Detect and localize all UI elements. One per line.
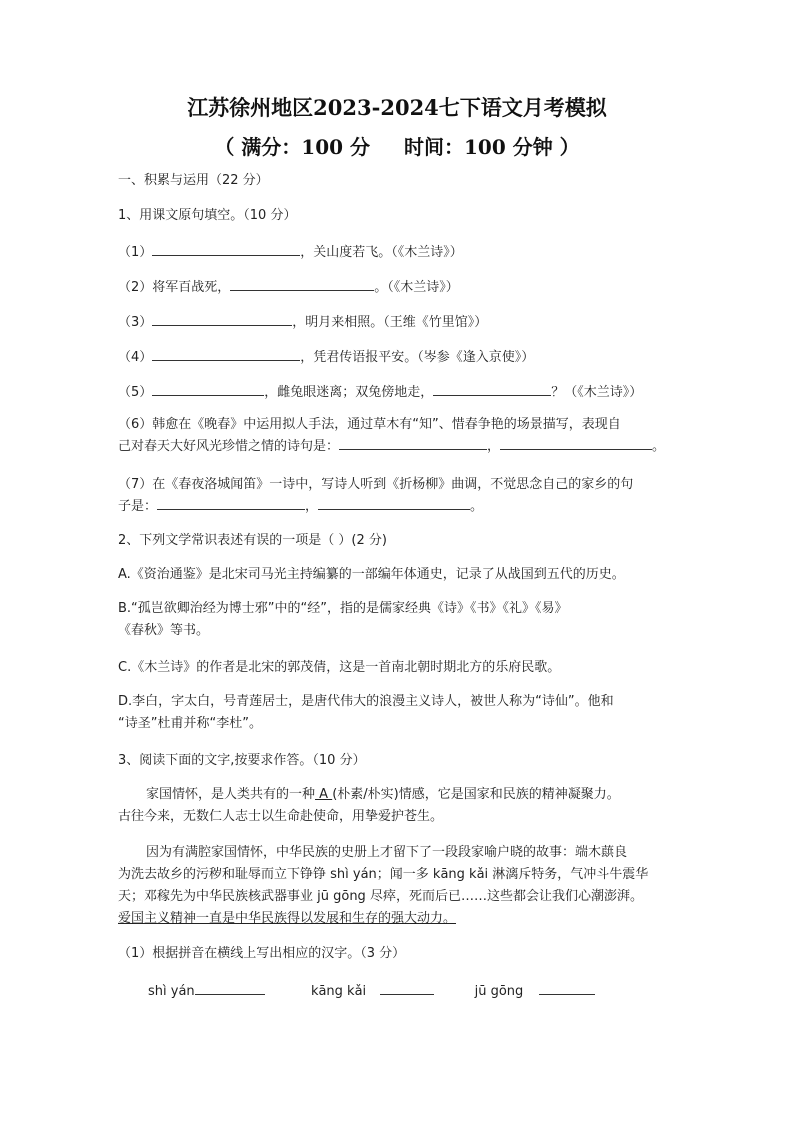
pinyin-1: shì yán: [148, 984, 195, 999]
answer-blank[interactable]: [433, 382, 551, 396]
option-d-line1: D.李白，字太白，号青莲居士，是唐代伟大的浪漫主义诗人，被世人称为“诗仙”。他和: [118, 694, 614, 709]
pinyin-2: kāng kǎi: [310, 984, 367, 999]
fill-item-6-post: 。: [652, 439, 666, 454]
answer-blank[interactable]: [152, 382, 264, 396]
passage-paragraph-2: [118, 842, 688, 930]
answer-blank[interactable]: [152, 347, 300, 361]
fill-item-6-pre: 己对春天大好风光珍惜之情的诗句是：: [118, 439, 340, 454]
exam-subtitle: [0, 131, 794, 160]
fill-item-5: [118, 382, 642, 402]
question-1-stem: 1、用课文原句填空。（10 分）: [118, 208, 297, 223]
fill-item-5-mid: ，雌兔眼迷离；双兔傍地走，: [264, 385, 434, 400]
fill-item-6: [118, 414, 688, 458]
answer-blank[interactable]: [500, 436, 652, 450]
fill-item-7-post: 。: [470, 499, 484, 514]
question-2-stem: 2、下列文学常识表述有误的一项是（ ）(2 分): [118, 533, 387, 548]
fill-item-7-pre: 子是：: [118, 499, 158, 514]
exam-title: 江苏徐州地区2023-2024七下语文月考模拟: [187, 95, 607, 120]
fill-item-2-pre: （2）将军百战死，: [118, 280, 231, 295]
fill-item-6-mid: ，: [487, 439, 501, 454]
option-c[interactable]: C.《木兰诗》的作者是北宋的郭茂倩，这是一首南北朝时期北方的乐府民歌。: [118, 660, 561, 675]
answer-blank[interactable]: [152, 312, 292, 326]
fill-item-5-pre: （5）: [118, 385, 153, 400]
fill-item-5-post: ？（《木兰诗》）: [551, 385, 643, 400]
answer-blank[interactable]: [318, 496, 470, 510]
passage-text: 天；邓稼先为中华民族核武器事业 jū gōng 尽瘁，死而后已……这些都会让我们心潮澎湃。: [118, 889, 643, 904]
fill-item-4-post: ，凭君传语报平安。（岑参《逢入京使》）: [300, 350, 535, 365]
fill-item-6-line1: （6）韩愈在《晚春》中运用拟人手法，通过草木有“知”、惜春争艳的场景描写，表现自: [118, 417, 621, 432]
answer-blank[interactable]: [539, 981, 595, 995]
choice-mark-a[interactable]: A: [315, 787, 333, 802]
score-info: （ 满分：100 分: [214, 135, 370, 159]
passage-text: 古往今来，无数仁人志士以生命赴使命，用挚爱护苍生。: [118, 809, 444, 824]
fill-item-2: [118, 277, 459, 297]
fill-item-3: [118, 312, 487, 332]
pinyin-row: [148, 981, 595, 999]
answer-blank[interactable]: [380, 981, 434, 995]
fill-item-7-line1: （7）在《春夜洛城闻笛》一诗中，写诗人听到《折杨柳》曲调，不觉思念自己的家乡的句: [118, 477, 634, 492]
option-d[interactable]: [118, 691, 688, 735]
time-info: 时间：100 分钟 ）: [404, 135, 580, 159]
option-a[interactable]: A.《资治通鉴》是北宋司马光主持编纂的一部编年体通史，记录了从战国到五代的历史。: [118, 567, 625, 582]
passage-text: 为洗去故乡的污秽和耻辱而立下铮铮 shì yán；闻一多 kāng kǎi 淋漓斥特务，气冲斗牛震华: [118, 867, 649, 882]
option-d-line2: “诗圣”杜甫并称“李杜”。: [118, 716, 262, 731]
answer-blank[interactable]: [339, 436, 487, 450]
fill-item-1: [118, 242, 463, 262]
fill-item-3-pre: （3）: [118, 315, 153, 330]
option-b[interactable]: [118, 598, 688, 642]
underlined-sentence: 爱国主义精神一直是中华民族得以发展和生存的强大动力。: [118, 911, 457, 926]
pinyin-3: jū gōng: [474, 984, 524, 999]
answer-blank[interactable]: [195, 981, 265, 995]
fill-item-7: [118, 474, 688, 518]
passage-text: 家国情怀，是人类共有的一种: [146, 787, 316, 802]
option-b-line2: 《春秋》等书。: [118, 623, 210, 638]
sub-question-1: （1）根据拼音在横线上写出相应的汉字。（3 分）: [118, 946, 406, 961]
fill-item-2-post: 。（《木兰诗》）: [374, 280, 459, 295]
fill-item-4: [118, 347, 534, 367]
section-heading: 一、积累与运用（22 分）: [118, 173, 269, 188]
passage-text: 因为有满腔家国情怀，中华民族的史册上才留下了一段段家喻户晓的故事：端木蕻良: [146, 845, 628, 860]
passage-text: (朴素/朴实)情感，它是国家和民族的精神凝聚力。: [332, 787, 620, 802]
fill-item-4-pre: （4）: [118, 350, 153, 365]
answer-blank[interactable]: [152, 242, 300, 256]
fill-item-1-post: ，关山度若飞。（《木兰诗》）: [300, 245, 463, 260]
fill-item-1-pre: （1）: [118, 245, 153, 260]
answer-blank[interactable]: [157, 496, 305, 510]
question-3-stem: 3、阅读下面的文字,按要求作答。（10 分）: [118, 753, 366, 768]
answer-blank[interactable]: [230, 277, 374, 291]
option-b-line1: B.“孤岂欲卿治经为博士邪”中的“经”，指的是儒家经典《诗》《书》《礼》《易》: [118, 601, 568, 616]
fill-item-3-post: ，明月来相照。（王维《竹里馆》）: [292, 315, 488, 330]
fill-item-7-mid: ，: [305, 499, 319, 514]
passage-paragraph-1: [118, 784, 688, 828]
